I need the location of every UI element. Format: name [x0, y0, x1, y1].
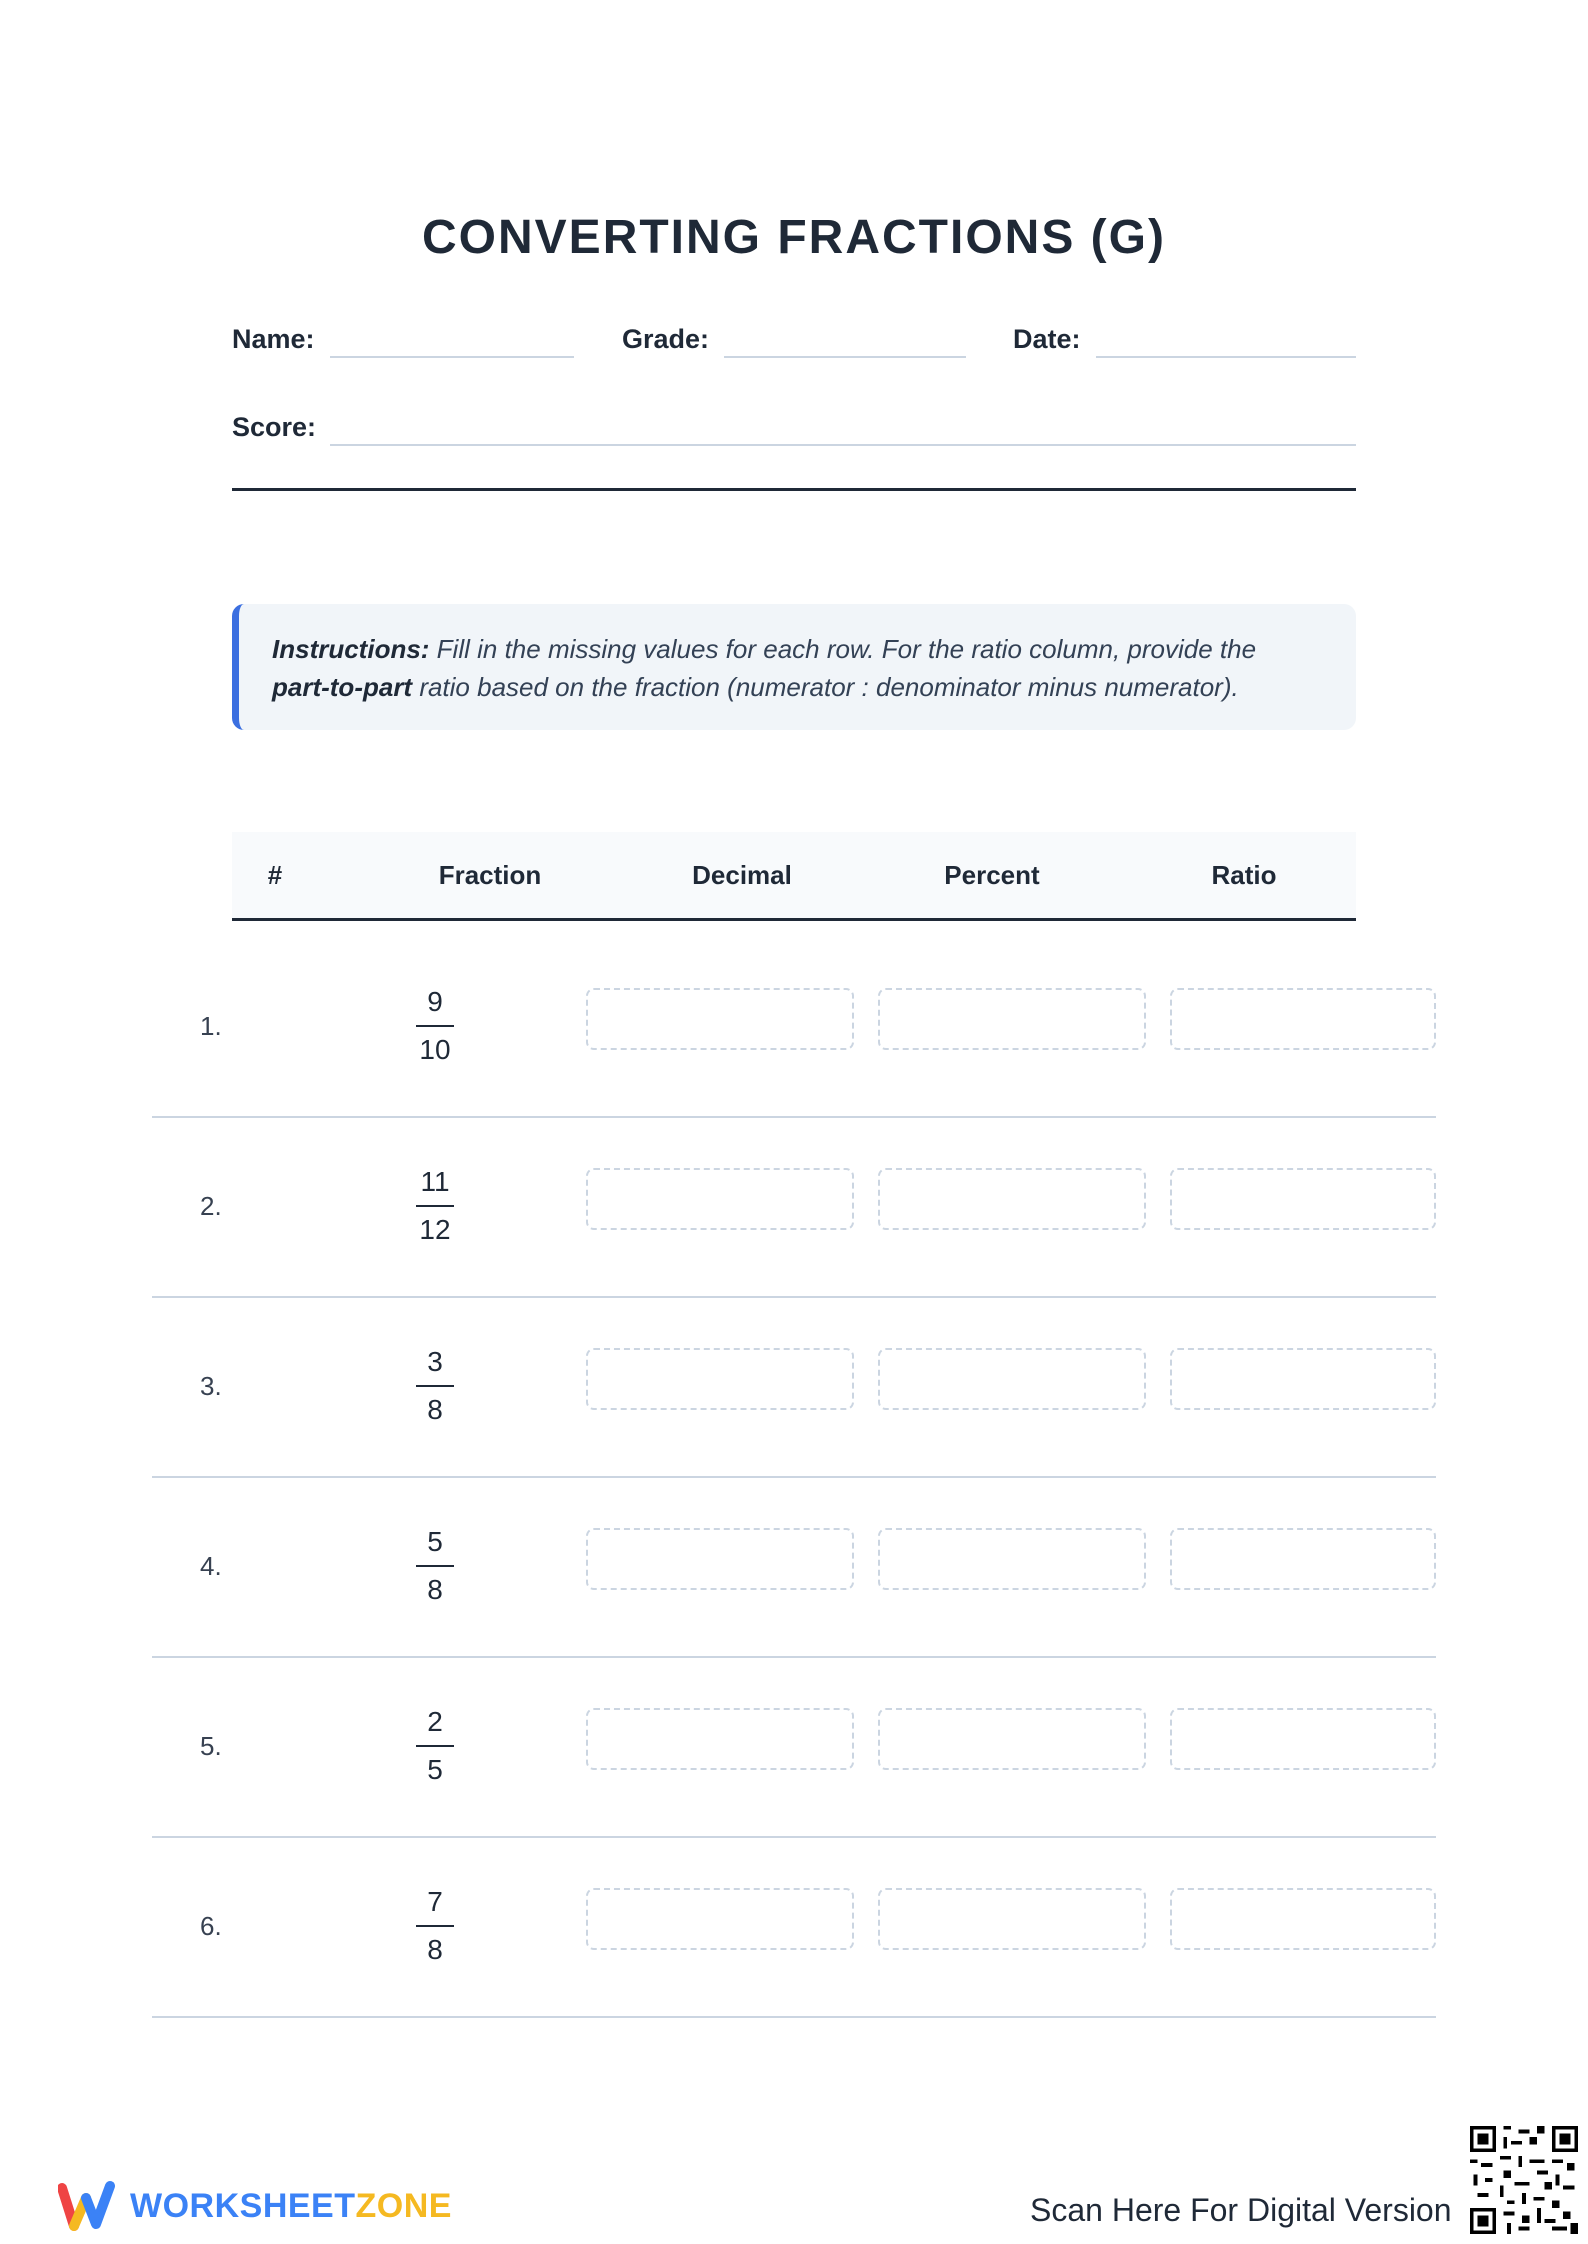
numerator: 5: [427, 1526, 443, 1557]
fraction: [410, 936, 460, 1116]
fraction: [410, 1476, 460, 1656]
percent-answer-box[interactable]: [878, 988, 1146, 1050]
numerator: 11: [420, 1166, 450, 1197]
percent-answer-box[interactable]: [878, 1708, 1146, 1770]
worksheetzone-logo[interactable]: [58, 2180, 452, 2232]
score-label: Score:: [232, 412, 317, 442]
header-number: #: [267, 860, 283, 890]
numerator: 9: [427, 986, 443, 1017]
table-row: [152, 936, 1436, 1118]
row-number: 6.: [200, 1910, 222, 1941]
ratio-answer-box[interactable]: [1170, 988, 1436, 1050]
row-number: 2.: [200, 1190, 222, 1221]
ratio-answer-box[interactable]: [1170, 1168, 1436, 1230]
row-number: 3.: [200, 1370, 222, 1401]
header-decimal: Decimal: [692, 860, 792, 890]
decimal-answer-box[interactable]: [586, 1708, 854, 1770]
fraction: [410, 1116, 460, 1296]
instructions-box: [232, 604, 1356, 730]
instructions-text-1: Fill in the missing values for each row. For the ratio column, provide the: [429, 634, 1257, 664]
score-field[interactable]: [330, 444, 1356, 446]
percent-answer-box[interactable]: [878, 1528, 1146, 1590]
instructions-text-2: ratio based on the fraction (numerator : denominator minus numerator).: [412, 672, 1239, 702]
instructions-emphasis: part-to-part: [272, 672, 413, 702]
table-header: [232, 832, 1356, 921]
ratio-answer-box[interactable]: [1170, 1528, 1436, 1590]
header-divider: [232, 488, 1356, 491]
table-row: [152, 1836, 1436, 2018]
table-row: [152, 1476, 1436, 1658]
numerator: 3: [427, 1346, 443, 1377]
name-label: Name:: [232, 324, 315, 354]
instructions-lead: Instructions:: [272, 634, 430, 664]
logo-text: [130, 2187, 452, 2226]
table-row: [152, 1656, 1436, 1838]
grade-label: Grade:: [622, 324, 710, 354]
denominator: 10: [419, 1034, 451, 1065]
grade-field[interactable]: [724, 356, 966, 358]
percent-answer-box[interactable]: [878, 1348, 1146, 1410]
logo-text-part1: WORKSHEET: [130, 2186, 356, 2225]
scan-text: Scan Here For Digital Version: [1030, 2192, 1452, 2228]
worksheetzone-logo-icon: [58, 2180, 116, 2232]
header-percent: Percent: [944, 860, 1040, 890]
page-title: CONVERTING FRACTIONS (G): [422, 211, 1166, 264]
ratio-answer-box[interactable]: [1170, 1348, 1436, 1410]
fraction: [410, 1836, 460, 2016]
fraction: [410, 1296, 460, 1476]
decimal-answer-box[interactable]: [586, 988, 854, 1050]
fraction: [410, 1656, 460, 1836]
denominator: 8: [427, 1394, 443, 1425]
date-field[interactable]: [1096, 356, 1356, 358]
table-row: [152, 1116, 1436, 1298]
table-row: [152, 1296, 1436, 1478]
decimal-answer-box[interactable]: [586, 1528, 854, 1590]
decimal-answer-box[interactable]: [586, 1888, 854, 1950]
percent-answer-box[interactable]: [878, 1888, 1146, 1950]
row-number: 5.: [200, 1730, 222, 1761]
denominator: 12: [419, 1214, 451, 1245]
row-number: 1.: [200, 1010, 222, 1041]
ratio-answer-box[interactable]: [1170, 1708, 1436, 1770]
logo-text-part2: ZONE: [355, 2186, 452, 2225]
percent-answer-box[interactable]: [878, 1168, 1146, 1230]
ratio-answer-box[interactable]: [1170, 1888, 1436, 1950]
decimal-answer-box[interactable]: [586, 1168, 854, 1230]
numerator: 2: [427, 1706, 443, 1737]
name-field[interactable]: [330, 356, 574, 358]
numerator: 7: [427, 1886, 443, 1917]
denominator: 8: [427, 1574, 443, 1605]
header-fraction: Fraction: [438, 860, 542, 890]
qr-code-icon[interactable]: [1470, 2126, 1578, 2234]
denominator: 5: [427, 1754, 443, 1785]
row-number: 4.: [200, 1550, 222, 1581]
header-ratio: Ratio: [1211, 860, 1277, 890]
date-label: Date:: [1013, 324, 1081, 354]
denominator: 8: [427, 1934, 443, 1965]
decimal-answer-box[interactable]: [586, 1348, 854, 1410]
